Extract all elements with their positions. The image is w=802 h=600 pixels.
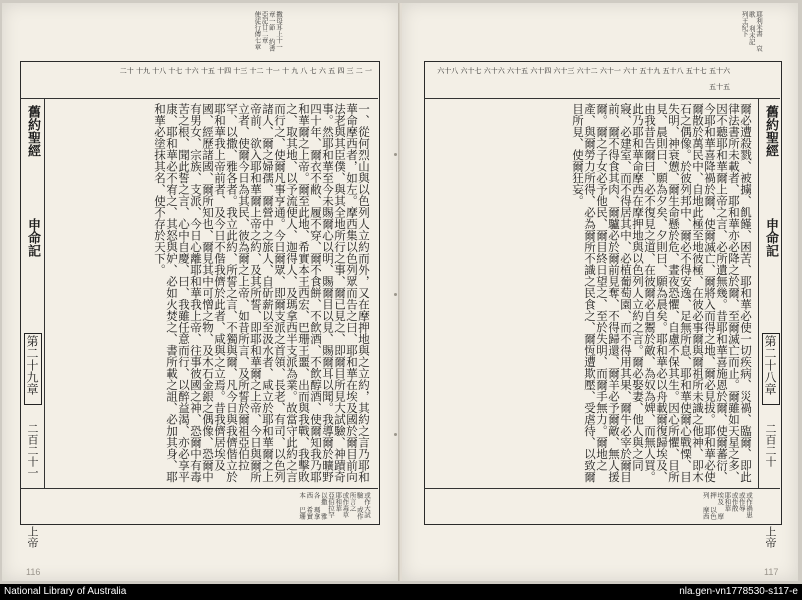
binding-hole <box>394 293 397 296</box>
right-verse-numbers: 六十八 六十七 六十六 六十五 六十四 六十三 六十二 六十一 六十 五十九 五十八 五十七 五十六 五十五 <box>437 67 730 91</box>
archive-footer-bar <box>0 584 802 600</box>
right-spine-divider <box>758 98 759 488</box>
page-number-left: 二百二十一 <box>26 423 39 478</box>
footer-word-left: 上帝 <box>26 526 39 548</box>
left-verse-numbers: 二十 十九 十八 十七 十六 十五 十四 十三 十二 十一 十 九 八 七 六 五 四 三 二 一 <box>119 67 372 75</box>
right-body-text: 爾必遭殺戮、被擄、飢饉、困苦、耶和華必使一切疾病、災禍、臨爾、即此律法書所未載者、耶和華亦必降之於爾、至爾滅亡而止。爾雖如天星之多、因不聽耶和華爾上帝之言、必所遺無幾。昔耶和華喜施恩於爾、使爾蕃衍、今耶和華喜降禍於爾、使爾滅亡、爾將入而得之地、爾必見拔。耶和華必使爾散於萬民中、自地此極至地彼極、在彼必事爾與爾祖所未識之他神、即木石之偶像。於彼列邦中、爾必不得安逸、足無所息、耶和華使爾心戰慄、目失明、神衰憊、爾生命懸於危、晝夜恐懼、自慮不保其生。因心所懼、目所見、晨則曰、願為夕矣、夕則曰、願為晨矣。耶和華必以舟載爾復歸埃及、由我昔告爾曰、必不復見之道、在彼爾必自鬻於敵、為奴為婢、而無人買。此乃耶和華命摩西在摩押地與以色列人立約之言。爾必娶妻、他人與之同寢、必建室、而不得居其中、必植葡萄園、而不得用其果、爾牛必宰於爾目前、爾不得食其肉、爾驢必於爾前見奪、不得歸還、爾羊必予爾敵、無人援爾。爾之子女必予他民、爾目終日望之、至於失明、而爾手無力。爾地之產、與爾勞力所得、必為爾所不識之民食之、爾恆遭欺壓、受虐待、以致爾目所見、使爾狂妄。 <box>571 103 753 483</box>
page-number-right: 二百二十 <box>764 423 777 467</box>
chapter-label-left: 第二十九章 <box>24 333 42 405</box>
binding-hole <box>394 153 397 156</box>
archive-footer-identifier: nla.gen-vn1778530-s117-e <box>679 586 798 597</box>
chapter-label-right: 第二十八章 <box>762 333 780 405</box>
scan-page-number-left: 116 <box>26 567 41 577</box>
right-bottom-notes: 或作禍患 或作辱 或作散 耶和華 埃及 摩押 以色列 摩西 <box>701 492 753 520</box>
book-name-right: 申命記 <box>763 218 778 257</box>
footer-word-right: 上帝 <box>764 526 777 548</box>
running-title-right: 舊約聖經 <box>763 105 778 157</box>
left-bottom-notes: 或作大試驗 或作所言之 或作毒草 耶和華 亞伯拉罕 以撒 雅各 瑪拿西 希實本 巴珊 <box>298 492 371 520</box>
book-name-left: 申命記 <box>25 218 40 257</box>
scan-page-number-right: 117 <box>764 567 779 577</box>
right-bottom-rule <box>424 488 780 489</box>
binding-hole <box>394 433 397 436</box>
left-header-rule <box>20 98 378 99</box>
running-title-left: 舊約聖經 <box>25 105 40 157</box>
left-spine-divider <box>44 98 45 488</box>
right-page <box>402 3 798 581</box>
left-body-text: 一、從何烈山與以色列人立約而外，又在摩押地與之立約，其約之言乃耶和華命摩西者，如左。摩西集以色列眾而告之曰、耶和華在埃及國於爾目前向法老與其臣僕、與其全地所行之事、爾已見之、即爾目所見大試驗、神蹟奇事。然耶和華至今未賜爾心以明、賜爾目以見、賜爾耳以聞。我導爾於曠野四十年、爾衣不敝、履不穿、爾不食餅、不飲酒、不飲醇酒、使爾知我乃耶和華爾之上帝。爾至此地、希實本王西宏、巴珊王噩、出而與我戰、我擊敗之、取其地、以予流便人、迦得人、及瑪拿西半支派為業。故當守此約之言而行之、使爾凡事亨通。今日爾眾、即爾支派之首領、長老、有司、以色列諸人、爾之婦孺、爾營中之旅人、自斫薪以至汲水者、咸立於耶和華爾之上帝前、欲入耶和華爾上帝之約、及其所誓、即耶和華爾之上帝、今日與爾所立者、使爾今日為其民、彼為爾之上帝、如昔所言、及所誓於爾祖亞伯拉罕、以撒、雅各者。我立此約、所誓之言、不獨與爾、凡今日與我儕偕立於耶和華我上帝前者、及今日不偕我儕於此者、咸與之立焉。昔我儕居埃及國、經歷諸國、爾所知也、爾見其中可憎之物、及木石金銀之偶像、恐爾中有男女、宗族、支派、今日心離耶和華我上帝、往事彼國之神、恐爾中有毒苦之根、聞此誓之言、心中自慶、曰、我雖任意而行、以醉益渴、亦必享平康、耶和華必不宥之、其怒與妒、必如火焚之、書所載之詛、必加其身、耶和華必塗抹其名、使不存於天下。 <box>153 103 371 483</box>
archive-footer-source: National Library of Australia <box>4 586 127 597</box>
right-header-rule <box>424 98 780 99</box>
left-page <box>2 3 400 581</box>
left-header-notes: 撒母耳上十一章一節 約書亞記廿二章 使徒行傳七章 <box>253 11 283 52</box>
left-bottom-rule <box>20 488 378 489</box>
right-header-notes: 耶利米書 哀歌 利未記 列王紀下 <box>740 11 763 52</box>
